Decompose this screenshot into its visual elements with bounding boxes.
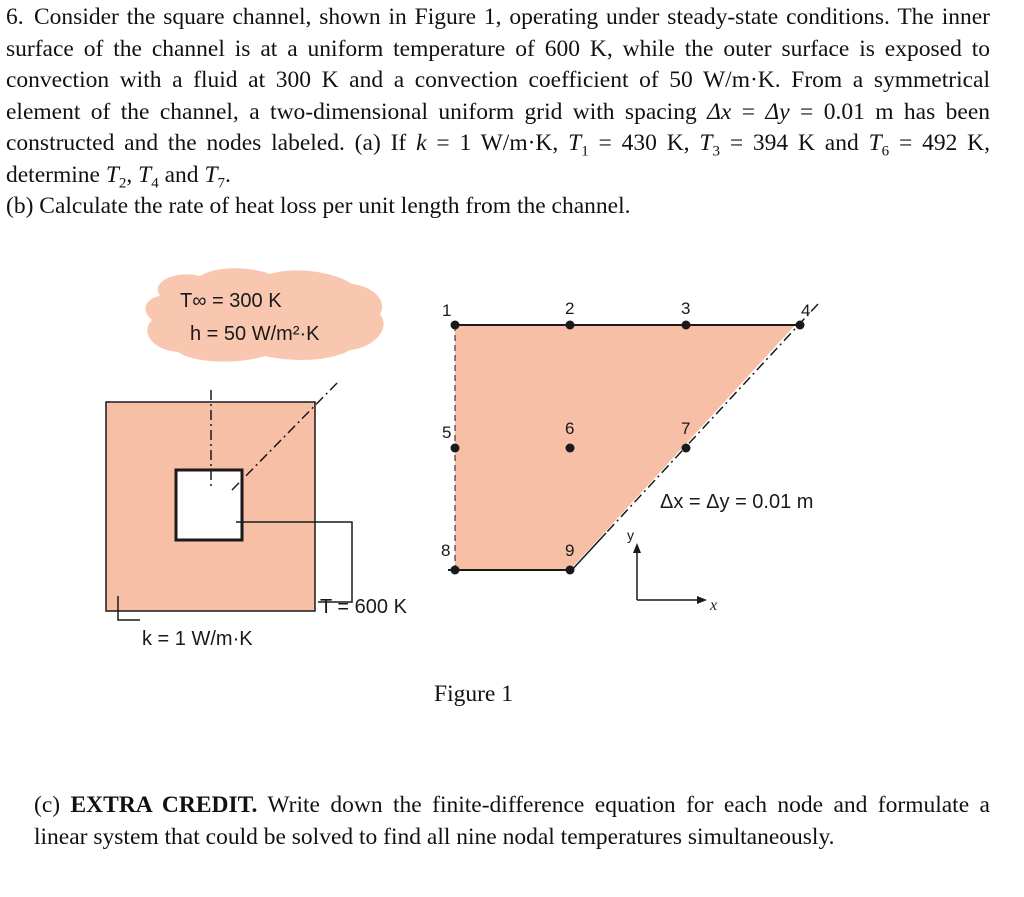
node-label-3: 3 [681, 299, 691, 318]
node-7 [682, 444, 691, 453]
symbol-dy: Δy [765, 98, 790, 125]
node-label-8: 8 [441, 541, 451, 560]
conductivity-label: k = 1 W/m·K [142, 628, 253, 650]
symbol-t2: T [105, 161, 119, 188]
subscript-4: 4 [151, 175, 159, 192]
fluid-cloud [146, 268, 384, 361]
node-label-9: 9 [565, 541, 575, 560]
axis-x-label: x [710, 597, 718, 614]
subscript-7: 7 [217, 175, 226, 192]
value-t6: = 492 K, determine [6, 130, 991, 188]
axis-y-label: y [627, 527, 634, 543]
subscript-2: 2 [118, 175, 127, 192]
subscript-3: 3 [712, 143, 720, 160]
problem-eq2: = 0.01 m has been constructed and the nodes labeled. (a) If [6, 98, 990, 156]
fluid-temperature-label: T∞ = 300 K [180, 290, 282, 312]
problem-number: 6. [6, 4, 24, 30]
problem-text-a: Consider the square channel, shown in Figure 1, operating under steady-state conditions. The inner surface of the channel is at a uniform temperature of 600 K, while the outer surface is exposed to convection with a fluid at 300 K and a convection coefficient of 50 W/m·K. From a symmetrical element of the channel, a two-dimensional uniform grid with spacing [6, 4, 990, 125]
value-t1: = 430 K, [588, 130, 700, 156]
subscript-1: 1 [581, 143, 589, 160]
symbol-t7: T [204, 161, 218, 188]
node-4 [796, 321, 805, 330]
node-5 [451, 444, 460, 453]
node-3 [682, 321, 691, 330]
problem-part-b: (b) Calculate the rate of heat loss per unit length from the channel. [6, 193, 631, 219]
node-label-1: 1 [442, 301, 452, 320]
axis-y-arrow [633, 543, 641, 553]
node-label-4: 4 [801, 301, 811, 320]
node-6 [566, 444, 575, 453]
symbol-dx: Δx [707, 98, 732, 125]
extra-prefix: (c) [34, 792, 71, 818]
symmetric-element [455, 325, 795, 570]
value-t3: = 394 K and [719, 130, 869, 156]
fluid-h-label: h = 50 W/m²·K [190, 323, 320, 345]
comma-1: , [126, 161, 139, 188]
node-1 [451, 321, 460, 330]
problem-k-value: = 1 W/m·K, [426, 130, 569, 156]
word-and: and [158, 161, 205, 188]
grid-spacing-label: Δx = Δy = 0.01 m [660, 491, 814, 513]
subscript-6: 6 [881, 143, 890, 160]
inner-temperature-label: T = 600 K [320, 596, 407, 618]
node-label-7: 7 [681, 419, 691, 438]
node-label-5: 5 [442, 423, 452, 442]
node-9 [566, 566, 575, 575]
symbol-t3: T [699, 130, 713, 156]
figure-caption: Figure 1 [434, 681, 513, 707]
symbol-k: k [416, 130, 427, 156]
problem-eq1: = [731, 98, 766, 125]
axis-x-arrow [697, 596, 707, 604]
node-2 [566, 321, 575, 330]
symbol-t6: T [868, 130, 882, 156]
period: . [225, 161, 231, 188]
node-8 [451, 566, 460, 575]
extra-credit-heading: EXTRA CREDIT. [70, 792, 258, 818]
symbol-t4: T [138, 161, 152, 188]
extra-text: Write down the finite-difference equation for each node and formulate a linear system that could be solved to find all nine nodal temperatures simultaneously. [34, 792, 990, 850]
extra-credit [34, 790, 990, 853]
node-label-6: 6 [565, 419, 575, 438]
node-label-2: 2 [565, 299, 575, 318]
channel-inner [176, 470, 242, 540]
symbol-t1: T [568, 130, 582, 156]
